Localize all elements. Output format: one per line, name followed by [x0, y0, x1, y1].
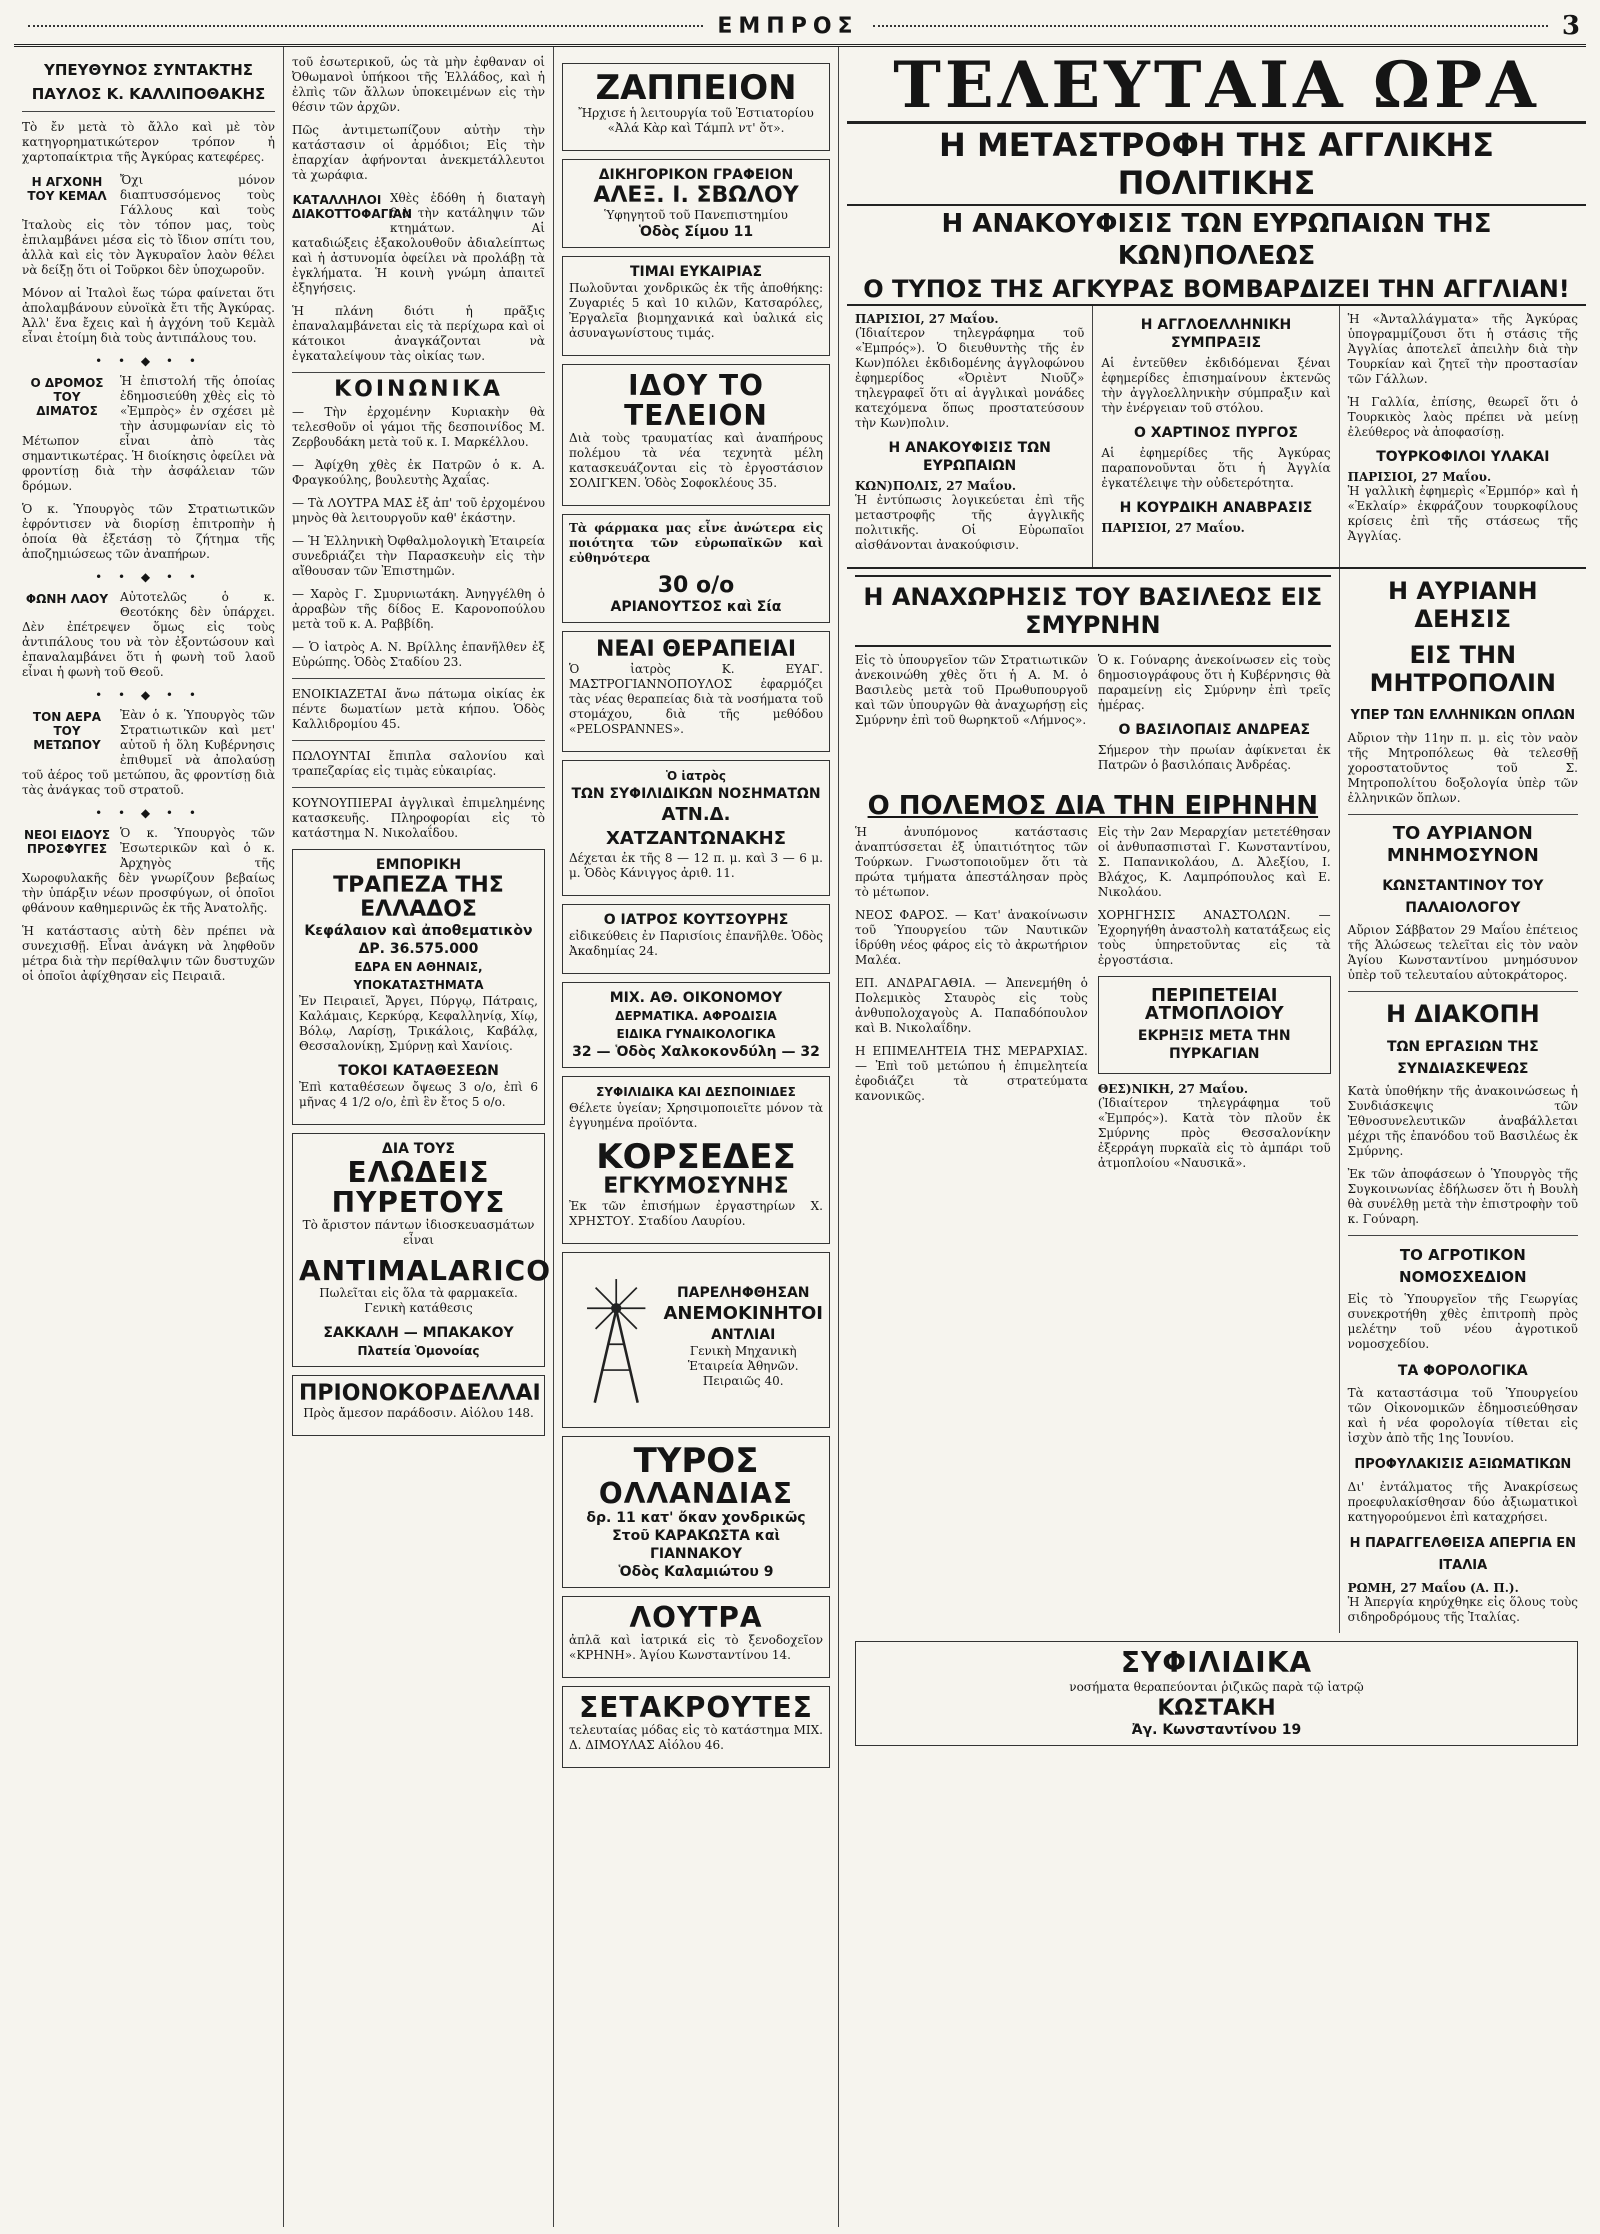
saw-ad-text: Πρὸς ἄμεσον παράδοσιν. Αἰόλου 148.: [303, 1406, 534, 1420]
pharmacy-text: Τὰ φάρμακα μας εἶνε ἀνώτερα εἰς ποιότητα τῶν εὐρωπαϊκῶν καὶ εὐθηνότερα: [569, 521, 823, 565]
ornament-divider: • • ◆ • •: [95, 570, 202, 584]
bank-ad-capital-label: Κεφάλαιον καὶ ἀποθεματικὸν: [304, 923, 533, 939]
steamer-box: [1098, 976, 1331, 1074]
pharmacy-name: ΑΡΙΑΝΟΥΤΣΟΣ καὶ Σία: [610, 599, 782, 615]
article-paragraph: Δι' ἐντάλματος τῆς Ἀνακρίσεως προεφυλακίσθησαν δύο ἀξιωματικοὶ κατηγορούμενοι ἐπὶ καταχρήσει.: [1347, 1480, 1578, 1524]
wire-reports: [847, 306, 1586, 567]
article-paragraph: Τὰ καταστάσιμα τοῦ Ὑπουργείου τῶν Οἰκονομικῶν ἐδημοσιεύθησαν καὶ ἡ νέα φορολογία τίθεται εἰς ἰσχὺν ἀπὸ τῆς 1ης Ἰουνίου.: [1347, 1386, 1578, 1445]
bargain-title: ΤΙΜΑΙ ΕΥΚΑΙΡΙΑΣ: [629, 264, 763, 280]
page-number: 3: [1561, 11, 1580, 41]
syphilis-ad: [855, 1641, 1578, 1746]
corset-text: Ἐκ τῶν ἐπισήμων ἐργαστηρίων Χ. ΧΡΗΣΤΟΥ. Σταδίου Λαυρίου.: [569, 1199, 823, 1228]
article-paragraph: Αὔριον Σάββατον 29 Μαΐου ἐπέτειος τῆς Ἁλώσεως τελεῖται εἰς τὸν ναὸν Ἁγίου Κωνσταντίνου μνημόσυνον ὑπὲρ τοῦ τελευταίου αὐτοκράτορος.: [1347, 923, 1578, 982]
article-paragraph: (Ἰδιαίτερον τηλεγράφημα τοῦ «Ἐμπρός»). Ὁ διευθυντὴς τῆς ἐν Κων)πόλει ἐκδιδομένης ἀγγλοφώνου ἐφημερίδος «Ὀριὲντ Νιοῦζ» τηλεγραφεῖ ὅτι αἱ ἀγγλικαὶ μονάδες κατεχόμενα ὅπως προστατεύσουν τὴν Κων)πολιν.: [855, 326, 1085, 430]
memorial-headline: ΤΟ ΑΥΡΙΑΝΟΝ ΜΝΗΜΟΣΥΝΟΝ: [1386, 823, 1539, 866]
paper-name: ΕΜΠΡΟΣ: [717, 13, 859, 39]
banner-title: ΤΕΛΕΥΤΑΙΑ ΩΡΑ: [847, 51, 1586, 124]
social-section-title: ΚΟΙΝΩΝΙΚΑ: [334, 377, 503, 402]
right-headline-3: ΥΠΕΡ ΤΩΝ ΕΛΛΗΝΙΚΩΝ ΟΠΛΩΝ: [1350, 708, 1576, 723]
article-paragraph: Αὔριον τὴν 11ην π. μ. εἰς τὸν ναὸν τῆς Μητροπόλεως θὰ τελεσθῇ χοροστατοῦντος τοῦ Σ. Μητροπολίτου δοξολογία ὑπὲρ τῶν ἐλληνικῶν ὅπλων.: [1347, 731, 1578, 805]
pharmacy-discount: 30 ο/ο: [657, 573, 735, 598]
bank-ad-label: ΕΜΠΟΡΙΚΗ: [375, 857, 462, 873]
divider: [1348, 991, 1578, 992]
article-paragraph: Ἐκ τῶν ἀποφάσεων ὁ Ὑπουργὸς τῆς Συγκοινωνίας ἐδήλωσεν ὅτι ἡ Βουλὴ θὰ συνέλθῃ μετὰ τὴν ἐπιστροφὴν τοῦ κ. Γούναρη.: [1347, 1167, 1578, 1226]
koutsouris-text: εἰδικεύθεις ἐν Παρισίοις ἐπανῆλθε. Ὁδὸς Ἀκαδημίας 24.: [569, 929, 823, 958]
zappeion-ad: [562, 63, 830, 151]
side-heading: Η ΑΓΧΟΝΗ ΤΟΥ ΚΕΜΑΛ: [27, 175, 107, 203]
saw-ad-title: ΠΡΙΟΝΟΚΟΡΔΕΛΛΑΙ: [299, 1381, 541, 1406]
article-paragraph: Εἰς τὸ Ὑπουργεῖον τῆς Γεωργίας συνεκροτήθη χθὲς ἐπιτροπὴ πρὸς μελέτην τοῦ νέου ἀγροτικοῦ νομοσχεδίου.: [1347, 1292, 1578, 1351]
fever-ad-for: ΔΙΑ ΤΟΥΣ: [382, 1141, 455, 1157]
divider: [292, 372, 545, 373]
law-office-role: Ὑφηγητοῦ τοῦ Πανεπιστημίου: [604, 208, 788, 222]
banner: [847, 48, 1586, 306]
baths-title: ΛΟΥΤΡΑ: [629, 1601, 763, 1634]
article-paragraph: Ὁ κ. Γούναρης ἀνεκοίνωσεν εἰς τοὺς δημοσιογράφους ὅτι ἡ Κυβέρνησις θὰ παραμείνῃ εἰς Σμύρνην ἐπὶ τρεῖς ἡμέρας.: [1097, 653, 1331, 712]
rule-dots-right: [873, 25, 1548, 27]
therapy-text: Ὁ ἰατρὸς Κ. ΕΥΑΓ. ΜΑΣΤΡΟΓΙΑΝΝΟΠΟΥΛΟΣ ἐφαρμόζει τὰς νέας θεραπείας διὰ τὰ νοσήματα τοῦ στομάχου, διὰ τῆς μεθόδου «PELOSPANNES».: [569, 662, 823, 736]
fever-ad-title: ΕΛΩΔΕΙΣ ΠΥΡΕΤΟΥΣ: [331, 1156, 506, 1219]
war-article: [855, 825, 1331, 1179]
bank-ad-interest: Ἐπὶ καταθέσεων ὄψεως 3 ο/ο, ἐπὶ 6 μῆνας 4 1/2 ο/ο, ἐπὶ ἓν ἔτος 5 ο/ο.: [299, 1080, 538, 1109]
social-note: — Ἀφίχθη χθὲς ἐκ Πατρῶν ὁ κ. Α. Φραγκούλης, βουλευτὴς Ἀχαΐας.: [292, 458, 545, 487]
bank-ad-branches: Ἐν Πειραιεῖ, Ἄργει, Πύργῳ, Πάτραις, Καλάμαις, Κερκύρᾳ, Κεφαλληνίᾳ, Χίῳ, Βόλῳ, Λαρίσῃ, Τρικάλοις, Καβάλᾳ, Θεσσαλονίκῃ, Σμύρνῃ καὶ Χανίοις.: [299, 994, 538, 1053]
headline-main: Η ΜΕΤΑΣΤΡΟΦΗ ΤΗΣ ΑΓΓΛΙΚΗΣ ΠΟΛΙΤΙΚΗΣ: [847, 124, 1586, 206]
article-paragraph: ΕΠ. ΑΝΔΡΑΓΑΘΙΑ. — Ἀπενεμήθη ὁ Πολεμικὸς Σταυρὸς εἰς τοὺς ἀνθυπολοχαγοὺς Α. Παπαδόπουλον καὶ Β. Νικολαΐδην.: [855, 976, 1088, 1035]
bargain-text: Πωλοῦνται χονδρικῶς ἐκ τῆς ἀποθήκης: Ζυγαριές 5 καὶ 10 κιλῶν, Κατσαρόλες, Ἐργαλεῖα βιομηχανικά καὶ ὑαλικά εἰς ἀσυναγωνίστους τιμάς.: [569, 281, 823, 340]
law-office-address: Ὁδὸς Σίμου 11: [638, 224, 754, 240]
strike-headline: Η ΠΑΡΑΓΓΕΛΘΕΙΣΑ ΑΠΕΡΓΙΑ ΕΝ ΙΤΑΛΙΑ: [1349, 1536, 1577, 1573]
tax-headline: ΤΑ ΦΟΡΟΛΟΓΙΚΑ: [1397, 1363, 1528, 1379]
editor-role: ΥΠΕΥΘΥΝΟΣ ΣΥΝΤΑΚΤΗΣ: [43, 61, 254, 79]
law-office-ad: [562, 159, 830, 248]
fever-ad-pharmacy: ΣΑΚΚΑΛΗ — ΜΠΑΚΑΚΟΥ: [323, 1325, 514, 1341]
article-paragraph: Αἱ ἐντεῦθεν ἐκδιδόμεναι ξέναι ἐφημερίδες ἐπισημαίνουν ἐκτενῶς τὴν ἀγγλοελληνικὴν σύμπραξιν καὶ τὴν ἐνέργειαν τοῦ στόλου.: [1101, 356, 1331, 415]
koutsouris-ad: [562, 904, 830, 974]
columns: [14, 47, 1586, 2227]
windmill-ad-text: Γενικὴ Μηχανικὴ Ἑταιρεία Ἀθηνῶν. Πειραιῶς 40.: [687, 1343, 799, 1388]
classified-ad: ΠΩΛΟΥΝΤΑΙ ἔπιπλα σαλονίου καὶ τραπεζαρίας εἰς τιμὰς εὐκαιρίας.: [292, 749, 545, 778]
zappeion-title: ΖΑΠΠΕΙΟΝ: [595, 68, 797, 108]
king-article: [855, 653, 1331, 781]
divider: [292, 787, 545, 788]
law-office-name: ΑΛΕΞ. Ι. ΣΒΩΛΟΥ: [593, 183, 799, 208]
side-heading: ΝΕΟΙ ΕΙΔΟΥΣ ΠΡΟΣΦΥΓΕΣ: [23, 828, 111, 856]
article-paragraph: Εἰς τὴν 2αν Μεραρχίαν μετετέθησαν οἱ ἀνθυπασπισταὶ Γ. Κωνσταντίνου, Σ. Παπανικολάου, Δ. Ἀλεξίου, Ι. Βλάχος, Κ. Λαμπρόπουλος καὶ Ε. Νικολάου.: [1097, 825, 1331, 899]
ornament-divider: • • ◆ • •: [95, 688, 202, 702]
article-paragraph: Ἡ πλάνη διότι ἡ πρᾶξις ἐπαναλαμβάνεται εἰς τὰ περίχωρα καὶ οἱ κάτοικοι ἀναγκάζονται νὰ ἐγκαταλείψουν τὰς οἰκίας των.: [292, 304, 545, 363]
corset-ad: [562, 1076, 830, 1244]
windmill-ad-title-3: ΑΝΤΛΙΑΙ: [711, 1326, 776, 1343]
bank-ad-branches-label: ΕΔΡΑ ΕΝ ΑΘΗΝΑΙΣ, ΥΠΟΚΑΤΑΣΤΗΜΑΤΑ: [353, 960, 484, 992]
suspension-headline: Η ΔΙΑΚΟΠΗ: [1385, 1000, 1540, 1028]
cheese-ad: [562, 1436, 830, 1588]
rule-dots-left: [28, 25, 703, 27]
bank-ad: [292, 849, 545, 1125]
dateline: ΡΩΜΗ, 27 Μαΐου (Α. Π.).: [1347, 1581, 1519, 1595]
article-paragraph: Ἡ Ἀπεργία κηρύχθηκε εἰς ὅλους τοὺς σιδηροδρόμους τῆς Ἰταλίας.: [1347, 1595, 1578, 1624]
wire-heading: Ο ΒΑΣΙΛΟΠΑΙΣ ΑΝΔΡΕΑΣ: [1118, 722, 1311, 738]
windmill-ad-title-2: ΑΝΕΜΟΚΙΝΗΤΟΙ: [663, 1302, 823, 1324]
corset-preheading: ΣΥΦΙΛΙΔΙΚΑ ΚΑΙ ΔΕΣΠΟΙΝΙΔΕΣ: [596, 1085, 796, 1099]
article-paragraph: Κατὰ ὑποθήκην τῆς ἀνακοινώσεως ἡ Συνδιάσκεψις τῶν Ἐθνοσυνελευτικῶν ἀναβάλλεται μέχρι τῆς ἐπανόδου τοῦ Βασιλέως ἐκ Σμύρνης.: [1347, 1084, 1578, 1158]
ideal-title: ΙΔΟΥ ΤΟ ΤΕΛΕΙΟΝ: [624, 369, 768, 432]
article-paragraph: τοῦ ἐσωτερικοῦ, ὡς τὰ μὴν ἐφθαναν οἱ Ὀθωμανοὶ ὑπήκοοι τῆς Ἑλλάδος, καὶ ἡ ἐλπὶς τῶν ἄλλων ὑποκειμένων εἰς τὴν θέσιν τῶν ἀρχῶν.: [292, 55, 545, 114]
wire-heading: Η ΚΟΥΡΔΙΚΗ ΑΝΑΒΡΑΣΙΣ: [1119, 500, 1313, 516]
shirts-text: τελευταίας μόδας εἰς τὸ κατάστημα ΜΙΧ. Δ. ΔΙΜΟΥΛΑΣ Αἰόλου 46.: [569, 1723, 823, 1752]
main-news-column: [839, 47, 1586, 2227]
arrest-headline: ΠΡΟΦΥΛΑΚΙΣΙΣ ΑΞΙΩΜΑΤΙΚΩΝ: [1354, 1457, 1572, 1472]
column-1: [14, 47, 284, 2227]
bank-ad-interest-label: ΤΟΚΟΙ ΚΑΤΑΘΕΣΕΩΝ: [338, 1063, 499, 1079]
lower-right: [1340, 569, 1586, 1633]
right-headline-2: ΕΙΣ ΤΗΝ ΜΗΤΡΟΠΟΛΙΝ: [1369, 641, 1557, 697]
editor-name: ΠΑΥΛΟΣ Κ. ΚΑΛΛΙΠΟΘΑΚΗΣ: [31, 85, 266, 103]
doctor-ad: [562, 760, 830, 896]
article-paragraph: Πῶς ἀντιμετωπίζουν αὐτὴν τὴν κατάστασιν οἱ ἁρμόδιοι; Εἰς τὴν ἐπαρχίαν ἀφήνονται ἀνεκμετάλλευτοι τὰ χωράφια.: [292, 123, 545, 182]
wire-heading: Η ΑΝΑΚΟΥΦΙΣΙΣ ΤΩΝ ΕΥΡΩΠΑΙΩΝ: [888, 440, 1051, 474]
side-heading: ΦΩΝΗ ΛΑΟΥ: [25, 592, 109, 606]
doctor-name: ΑΤΝ.Δ. ΧΑΤΖΑΝΤΩΝΑΚΗΣ: [605, 804, 787, 849]
therapy-ad: [562, 631, 830, 752]
dateline: ΠΑΡΙΣΙΟΙ, 27 Μαΐου.: [1101, 521, 1245, 535]
classified-ad: ΚΟΥΝΟΥΠΙΕΡΑΙ ἀγγλικαὶ ἐπιμελημένης κατασκευῆς. Πληροφορίαι εἰς τὸ κατάστημα Ν. Νικολαΐδου.: [292, 796, 545, 840]
fever-ad-text: Τὸ ἄριστον πάντων ἰδιοσκευασμάτων εἶναι: [302, 1218, 535, 1247]
fever-ad: [292, 1133, 551, 1367]
headline-secondary: Η ΑΝΑΚΟΥΦΙΣΙΣ ΤΩΝ ΕΥΡΩΠΑΙΩΝ ΤΗΣ ΚΩΝ)ΠΟΛΕΩΣ: [941, 209, 1492, 271]
article-paragraph: Τὸ ἔν μετὰ τὸ ἄλλο καὶ μὲ τὸν κατηγορηματικώτερον τρόπον ἡ χαρτοπαίκτρια τῆς Ἀγκύρας κατεφέρες.: [22, 120, 275, 164]
wire-column: [1093, 306, 1339, 567]
article-paragraph: Χθὲς ἐδόθη ἡ διαταγὴ διὰ τὴν κατάληψιν τῶν κτημάτων. Αἱ καταδιώξεις ἐξακολουθοῦν ἀδιαλείπτως καὶ ἡ ἀστυνομία ὀφείλει νὰ προλάβῃ τὰ ἐγκλήματα. Ἡ κοινὴ γνώμη ἀπαιτεῖ ἐξηγήσεις.: [292, 191, 545, 295]
side-heading: ΚΑΤΑΛΛΗΛΟΙ ΔΙΑΚΟΤΤΟΦΑΓΙΑΝ: [292, 193, 413, 221]
doctor-label: Ὁ ἰατρὸς: [666, 769, 726, 783]
social-note: — Τὴν ἐρχομένην Κυριακὴν θὰ τελεσθοῦν οἱ γάμοι τῆς δεσποινίδος Μ. Ζερβουδάκη μετὰ τοῦ κ. Ι. Μαρκέλλου.: [292, 405, 545, 449]
social-note: — Ἡ Ἑλληνικὴ Ὀφθαλμολογικὴ Ἑταιρεία συνεδριάζει τὴν Παρασκευὴν εἰς τὴν αἴθουσαν τῶν Ἐπιστημῶν.: [292, 534, 545, 578]
corset-pretext: Θέλετε ὑγείαν; Χρησιμοποιεῖτε μόνον τὰ ἐγγυημένα προϊόντα.: [569, 1101, 823, 1130]
corset-title: ΚΟΡΣΕΔΕΣ: [596, 1137, 796, 1177]
article-paragraph: Ἡ ἐπιστολή τῆς ὁποίας ἐδημοσιεύθη χθὲς εἰς τὸ «Ἐμπρὸς» ἐν σχέσει μὲ τὴν ἀσυμφωνίαν εἰς τὸ Μέτωπον εἶναι ἀπὸ τὰς σημαντικωτέρας. Ἡ διοίκησις ὀφείλει νὰ φροντίσῃ διὰ τὴν ἀσφάλειαν τῶν δρόμων.: [22, 374, 275, 493]
ideal-text: Διὰ τοὺς τραυματίας καὶ ἀναπήρους πολέμου τὰ νέα τεχνητὰ μέλη κατασκευάζονται εἰς τὸ ἐργοστάσιον ΣΟΛΙΓΚΕΝ. Ὁδὸς Σοφοκλέους 35.: [569, 431, 823, 490]
masthead-rule: [14, 8, 1586, 47]
article-paragraph: (Ἰδιαίτερον τηλεγράφημα τοῦ «Ἐμπρός»). Κατὰ τὸν πλοῦν ἐκ Σμύρνης πρὸς Θεσσαλονίκην ἐξερράγη πυρκαϊὰ εἰς τὸ ἀμπάρι τοῦ ἀτμοπλοίου «Ναυσικᾶ».: [1097, 1096, 1331, 1170]
shirts-ad: [562, 1686, 830, 1768]
social-note: — Χαρὸς Γ. Σμυρνιωτάκη. Ἀνηγγέλθη ὁ ἀρραβὼν τῆς δίδος Ε. Καρονοπούλου μετὰ τοῦ κ. Α. Ραββίδη.: [292, 587, 545, 631]
dateline: ΠΑΡΙΣΙΟΙ, 27 Μαΐου.: [1347, 470, 1492, 484]
article-paragraph: Αἱ ἐφημερίδες τῆς Ἀγκύρας παραπονοῦνται ὅτι ἡ Ἀγγλία ἐγκατέλειψε τὴν οὐδετερότητα.: [1101, 446, 1331, 490]
syphilis-text: νοσήματα θεραπεύονται ῥιζικῶς παρὰ τῷ ἰατρῷ: [1069, 1680, 1364, 1694]
agrarian-headline: ΤΟ ΑΓΡΟΤΙΚΟΝ ΝΟΜΟΣΧΕΔΙΟΝ: [1399, 1246, 1527, 1286]
law-office-title: ΔΙΚΗΓΟΡΙΚΟΝ ΓΡΑΦΕΙΟΝ: [598, 167, 794, 183]
war-article-right: [1098, 825, 1331, 1179]
cheese-seller: Στοῦ ΚΑΡΑΚΩΣΤΑ καὶ ΓΙΑΝΝΑΚΟΥ: [612, 1528, 780, 1562]
syphilis-doctor: ΚΩΣΤΑΚΗ: [1157, 1696, 1276, 1721]
oikonomou-specialty: ΔΕΡΜΑΤΙΚΑ. ΑΦΡΟΔΙΣΙΑ: [615, 1009, 777, 1023]
king-article-right: [1098, 653, 1331, 781]
lower-news: [847, 567, 1586, 1633]
zappeion-text: Ἤρχισε ἡ λειτουργία τοῦ Ἑστιατορίου «Ἀλά Κὰρ καὶ Τάμπλ ντ' ὄτ».: [578, 106, 814, 135]
syphilis-title: ΣΥΦΙΛΙΔΙΚΑ: [1120, 1646, 1313, 1679]
divider: [292, 678, 545, 679]
cheese-title-2: ΟΛΛΑΝΔΙΑΣ: [598, 1477, 794, 1510]
ornament-divider: • • ◆ • •: [95, 354, 202, 368]
dateline: ΠΑΡΙΣΙΟΙ, 27 Μαΐου.: [855, 312, 999, 326]
article-paragraph: ΧΟΡΗΓΗΣΙΣ ΑΝΑΣΤΟΛΩΝ. — Ἐχορηγήθη ἀναστολὴ κατατάξεως εἰς τοὺς ὑπηρετοῦντας εἰς τὰ ἐργοστάσια.: [1097, 908, 1331, 967]
wire-column: [847, 306, 1093, 567]
article-paragraph: Εἰς τὸ ὑπουργεῖον τῶν Στρατιωτικῶν ἀνεκοινώθη χθὲς ὅτι ἡ Α. Μ. ὁ Βασιλεὺς μετὰ τοῦ Πρωθυπουργοῦ καὶ τῶν ὑπουργῶν θὰ ἀναχωρήσῃ εἰς Σμύρνην ἐπὶ τοῦ θωρηκτοῦ «Λήμνος».: [855, 653, 1088, 727]
article-paragraph: Ἡ «Ἀνταλλάγματα» τῆς Ἀγκύρας ὑπογραμμίζουσι ὅτι ἡ στάσις τῆς Ἀγγλίας ἀποτελεῖ ἀπειλὴν διὰ τὴν Τουρκίαν καὶ ζητεῖ τὴν προστασίαν τῶν Γάλλων.: [1347, 312, 1578, 386]
shirts-title: ΣΕΤΑΚΡΟΥΤΕΣ: [579, 1691, 813, 1724]
corset-subtitle: ΕΓΚΥΜΟΣΥΝΗΣ: [603, 1174, 789, 1199]
wire-column: [1340, 306, 1586, 567]
steamer-subheadline: ΕΚΡΗΞΙΣ ΜΕΤΑ ΤΗΝ ΠΥΡΚΑΓΙΑΝ: [1137, 1028, 1291, 1062]
social-note: — Τὰ ΛΟΥΤΡΑ ΜΑΣ ἐξ ἀπ' τοῦ ἐρχομένου μηνὸς θὰ λειτουργοῦν καθ' ἑκάστην.: [292, 496, 545, 525]
windmill-icon: [569, 1265, 663, 1415]
divider: [292, 740, 545, 741]
article-paragraph: Ὁ κ. Ὑπουργὸς τῶν Στρατιωτικῶν ἐφρόντισεν νὰ διορίσῃ ἐπιτροπὴν ἡ ὁποία θὰ ἐξετάσῃ τὸ ζήτημα τῆς ἀποζημιώσεως τῶν ἀναπήρων.: [22, 502, 275, 561]
oikonomou-ad: [562, 982, 830, 1068]
dateline: ΚΩΝ)ΠΟΛΙΣ, 27 Μαΐου.: [855, 479, 1017, 493]
column-2: [284, 47, 554, 2227]
article-paragraph: Ὄχι μόνον διαπτυσσόμενος τοὺς Γάλλους καὶ τοὺς Ἰταλοὺς εἰς τὸν τόπον μας, τοὺς ἐπιλαμβάνει μέσα εἰς τὸ ἴδιον σπίτι του, ἀλλὰ καὶ εἰς τὸν Ἀγκυραῖον λαὸν θέλει νὰ δείξῃ ὅτι οἱ Τοῦρκοι δὲν ὑποχωροῦν.: [22, 173, 275, 277]
divider: [1348, 1235, 1578, 1236]
oikonomou-address: 32 — Ὁδὸς Χαλκοκονδύλη — 32: [572, 1044, 820, 1060]
article-paragraph: Η ΕΠΙΜΕΛΗΤΕΙΑ ΤΗΣ ΜΕΡΑΡΧΙΑΣ. — Ἐπὶ τοῦ μετώπου ἡ ἐπιμελητεία ἐφοδιάζει τὰ στρατεύματα κανονικῶς.: [855, 1044, 1088, 1103]
side-heading: ΤΟΝ ΑΕΡΑ ΤΟΥ ΜΕΤΩΠΟΥ: [32, 710, 102, 752]
bank-ad-capital: ΔΡ. 36.575.000: [358, 941, 479, 957]
divider: [1348, 814, 1578, 815]
windmill-ad-title: ΠΑΡΕΛΗΦΘΗΣΑΝ: [676, 1284, 810, 1301]
article-paragraph: Ἡ γαλλικὴ ἐφημερὶς «Ἐρμπόρ» καὶ ἡ «Ἐκλαίρ» ἐκφράζουν τουρκοφίλους κρίσεις ἐπὶ τῆς στάσεως τῆς Ἀγγλίας.: [1347, 484, 1578, 543]
war-article-left: [855, 825, 1088, 1179]
oikonomou-name: ΜΙΧ. ΑΘ. ΟΙΚΟΝΟΜΟΥ: [609, 990, 783, 1006]
side-heading: Ο ΔΡΟΜΟΣ ΤΟΥ ΔΙΜΑΤΟΣ: [30, 376, 104, 418]
right-headline: Η ΑΥΡΙΑΝΗ ΔΕΗΣΙΣ: [1387, 577, 1538, 633]
wire-heading: ΤΟΥΡΚΟΦΙΛΟΙ ΥΛΑΚΑΙ: [1376, 449, 1550, 465]
article-paragraph: Ἡ κατάστασις αὐτὴ δὲν πρέπει νὰ συνεχισθῇ. Εἶναι ἀνάγκη νὰ ληφθοῦν μέτρα διὰ τὴν περίθαλψιν τῶν δυστυχῶν οἱ ὁποῖοι ἀφίχθησαν εἰς Πειραιᾶ.: [22, 924, 275, 983]
koutsouris-title: Ο ΙΑΤΡΟΣ ΚΟΥΤΣΟΥΡΗΣ: [603, 912, 789, 928]
fever-ad-text-2: Πωλεῖται εἰς ὅλα τὰ φαρμακεῖα. Γενικὴ κατάθεσις: [319, 1286, 518, 1315]
steamer-headline: ΠΕΡΙΠΕΤΕΙΑΙ ΑΤΜΟΠΛΟΙΟΥ: [1144, 985, 1284, 1024]
therapy-title: ΝΕΑΙ ΘΕΡΑΠΕΙΑΙ: [595, 637, 797, 662]
doctor-specialty: ΤΩΝ ΣΥΦΙΛΙΔΙΚΩΝ ΝΟΣΗΜΑΤΩΝ: [571, 786, 821, 802]
windmill-pump-ad: [562, 1252, 830, 1428]
cheese-title: ΤΥΡΟΣ: [633, 1441, 759, 1481]
baths-text: ἀπλᾶ καὶ ἰατρικά εἰς τὸ ξενοδοχεῖον «ΚΡΗΝΗ». Ἁγίου Κωνσταντίνου 14.: [569, 1633, 823, 1662]
wire-heading: Ο ΧΑΡΤΙΝΟΣ ΠΥΡΓΟΣ: [1134, 425, 1298, 441]
article-paragraph: ΝΕΟΣ ΦΑΡΟΣ. — Κατ' ἀνακοίνωσιν τοῦ Ὑπουργείου τῶν Ναυτικῶν ἱδρύθη νέος φάρος εἰς τὸ ἀκρωτήριον Μαλέα.: [855, 908, 1088, 967]
ornament-divider: • • ◆ • •: [95, 806, 202, 820]
baths-ad: [562, 1596, 830, 1678]
article-paragraph: Ἡ Γαλλία, ἐπίσης, θεωρεῖ ὅτι ὁ Τουρκικὸς λαὸς πρέπει νὰ μείνῃ ἐλεύθερος νὰ ἀποφασίσῃ.: [1347, 395, 1578, 439]
suspension-subheadline: ΤΩΝ ΕΡΓΑΣΙΩΝ ΤΗΣ ΣΥΝΔΙΑΣΚΕΨΕΩΣ: [1386, 1039, 1539, 1077]
social-note: — Ὁ ἰατρὸς Α. Ν. Βρίλλης ἐπανῆλθεν ἐξ Εὐρώπης. Ὁδὸς Σταδίου 23.: [292, 640, 545, 669]
wire-heading: Η ΑΓΓΛΟΕΛΛΗΝΙΚΗ ΣΥΜΠΡΑΞΙΣ: [1140, 317, 1292, 351]
pharmacy-ad: [562, 514, 830, 623]
memorial-subheadline: ΚΩΝΣΤΑΝΤΙΝΟΥ ΤΟΥ ΠΑΛΑΙΟΛΟΓΟΥ: [1382, 878, 1544, 916]
article-paragraph: Ἐὰν ὁ κ. Ὑπουργὸς τῶν Στρατιωτικῶν καὶ μετ' αὐτοῦ ἡ ὅλη Κυβέρνησις ἐπιθυμεῖ νὰ ἀπολαύσῃ τοῦ ἀέρος τοῦ μετώπου, ἂς φροντίσῃ διὰ τὰς ἀνάγκας τοῦ στρατοῦ.: [22, 708, 275, 797]
ideal-ad: [562, 364, 830, 506]
lower-left: [847, 569, 1340, 1633]
fever-ad-product: ANTIMALARICO: [299, 1254, 551, 1287]
bargain-ad: [562, 256, 830, 356]
headline-tertiary: Ο ΤΥΠΟΣ ΤΗΣ ΑΓΚΥΡΑΣ ΒΟΜΒΑΡΔΙΖΕΙ ΤΗΝ ΑΓΓΛΙΑΝ!: [847, 274, 1586, 306]
doctor-hours: Δέχεται ἐκ τῆς 8 — 12 π. μ. καὶ 3 — 6 μ. μ. Ὁδὸς Κάνιγγος ἀριθ. 11.: [569, 851, 823, 880]
article-paragraph: Σήμερον τὴν πρωίαν ἀφίκνεται ἐκ Πατρῶν ὁ βασιλόπαις Ἀνδρέας.: [1097, 743, 1331, 772]
article-paragraph: Ὁ κ. Ὑπουργὸς τῶν Ἐσωτερικῶν καὶ ὁ κ. Ἀρχηγὸς τῆς Χωροφυλακῆς δὲν γνωρίζουν βεβαίως τὴν ὑπάρξιν νέων προσφύγων, οἱ ὁποῖοι φθάνουν καθημερινῶς ἐκ τῆς Ἀνατολῆς.: [22, 826, 275, 915]
divider: [22, 111, 275, 112]
article-paragraph: Ἡ ἀνυπόμονος κατάστασις ἀναπτύσσεται ἐξ ὑπαιτιότητος τῶν Τούρκων. Γνωστοποιοῦμεν ὅτι τὰ πρώτα τμήματα ἀπεστάλησαν πρὸς τὸ μέτωπον.: [855, 825, 1088, 899]
column-3: [554, 47, 839, 2227]
syphilis-address: Ἀγ. Κωνσταντίνου 19: [1131, 1722, 1302, 1738]
classified-ad: ΕΝΟΙΚΙΑΖΕΤΑΙ ἄνω πάτωμα οἰκίας ἐκ πέντε δωματίων μετὰ κήπου. Ὁδὸς Καλλιδρομίου 45.: [292, 687, 545, 731]
bank-ad-name: ΤΡΑΠΕΖΑ ΤΗΣ ΕΛΛΑΔΟΣ: [333, 873, 504, 922]
saw-ad: [292, 1375, 545, 1436]
article-paragraph: Μόνον αἱ Ἰταλοὶ ἕως τώρα φαίνεται ὅτι ἀπολαμβάνουν εὐνοϊκὰ ἔτι τῆς Ἀγκύρας. Ἀλλ' ἕνα ἔχεις καὶ ἡ ἀγχόνη τοῦ Κεμὰλ εἶναι ἐτοίμη διὰ τοὺς ἀντιπάλους του.: [22, 286, 275, 345]
oikonomou-specialty-2: ΕΙΔΙΚΑ ΓΥΝΑΙΚΟΛΟΓΙΚΑ: [616, 1027, 776, 1041]
dateline: ΘΕΣ)ΝΙΚΗ, 27 Μαΐου.: [1097, 1082, 1249, 1096]
article-paragraph: Αὐτοτελῶς ὁ κ. Θεοτόκης δὲν ὑπάρχει. Δὲν ἐπέτρεψεν ὅμως εἰς τοὺς ἀντιπάλους του νὰ τὸν ἐξοντώσουν καὶ ἐπαναλαμβάνει ὅτι ἡ φωνὴ τοῦ λαοῦ εἶναι ἡ φωνὴ τοῦ Θεοῦ.: [22, 590, 275, 679]
cheese-price: δρ. 11 κατ' ὄκαν χονδρικῶς: [586, 1510, 806, 1526]
fever-ad-location: Πλατεία Ὁμονοίας: [357, 1344, 480, 1358]
cheese-address: Ὁδὸς Καλαμιώτου 9: [618, 1564, 774, 1580]
war-headline: Ο ΠΟΛΕΜΟΣ ΔΙΑ ΤΗΝ ΕΙΡΗΝΗΝ: [867, 791, 1319, 821]
king-article-left: [855, 653, 1088, 781]
article-paragraph: Ἡ ἐντύπωσις λογικεύεται ἐπὶ τῆς μεταστροφῆς τῆς ἀγγλικῆς πολιτικῆς. Οἱ Εὐρωπαῖοι αἰσθάνονται ἀνακούφισιν.: [855, 493, 1085, 552]
king-headline: Η ΑΝΑΧΩΡΗΣΙΣ ΤΟΥ ΒΑΣΙΛΕΩΣ ΕΙΣ ΣΜΥΡΝΗΝ: [855, 575, 1331, 647]
